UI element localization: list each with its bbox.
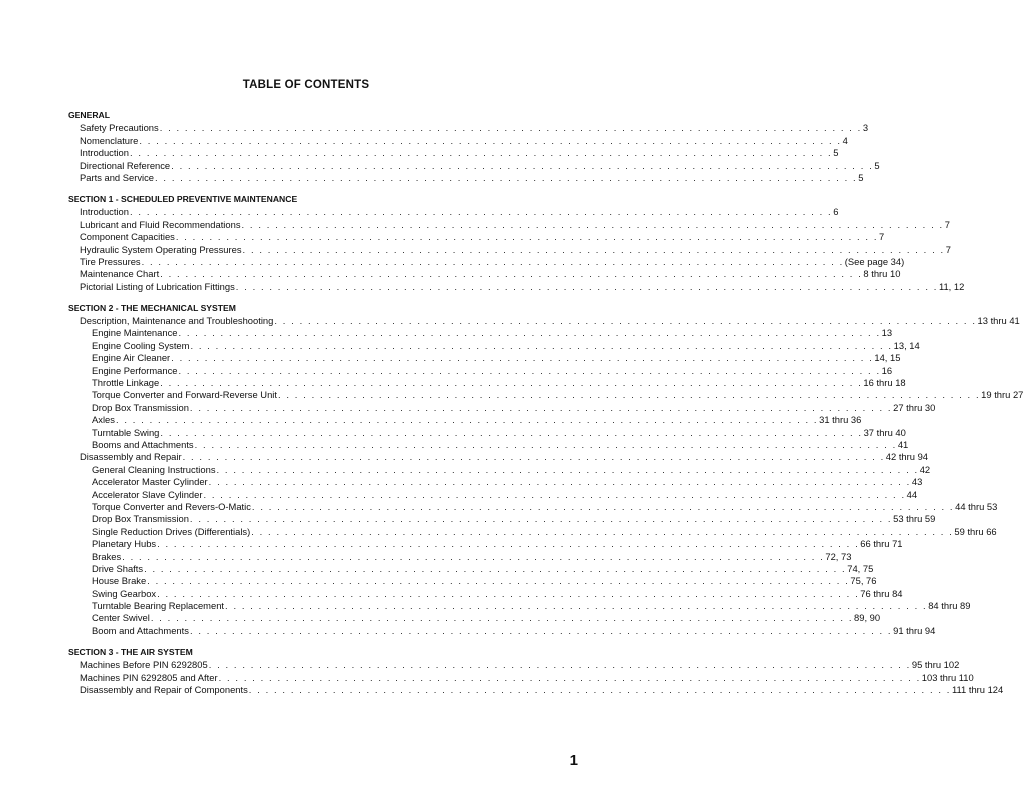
section-heading: GENERAL (68, 110, 111, 120)
toc-entry (68, 231, 885, 243)
section-heading: SECTION 3 - THE AIR SYSTEM (68, 646, 193, 657)
entry-label: Drop Box Transmission (92, 513, 189, 525)
toc-entry (68, 134, 848, 146)
dot-leader: . . . . . . . . . . . . . . . . . . . . . . . . . . . . . . . . . . . . . . . . . . . . . . . . . . . . . . . . . . . . . . . . . . . . . . . . . . . . . . . . . . . . (159, 122, 862, 134)
entry-label: Lubricant and Fluid Recommendations (80, 218, 241, 230)
toc-entry (68, 401, 936, 413)
entry-label: Nomenclature (80, 134, 139, 146)
entry-page: 44 thru 53 (955, 500, 998, 512)
dot-leader: . . . . . . . . . . . . . . . . . . . . . . . . . . . . . . . . . . . . . . . . . . . . . . . . . . . . . . . . . . . . . . . . . . . . . . . . . . . . . . . . . . . . (171, 159, 874, 171)
entry-page: 31 thru 36 (819, 414, 862, 426)
dot-leader: . . . . . . . . . . . . . . . . . . . . . . . . . . . . . . . . . . . . . . . . . . . . . . . . . . . . . . . . . . . . . . . . . . . . . . . . . . . . . . . . . . . . (251, 500, 955, 512)
entry-page: 13 thru 41 (977, 315, 1020, 327)
dot-leader: . . . . . . . . . . . . . . . . . . . . . . . . . . . . . . . . . . . . . . . . . . . . . . . . . . . . . . . . . . . . . . . . . . . . . . . . . . . . . . . . . . . . (208, 659, 911, 671)
entry-page: 16 (881, 364, 893, 376)
entry-page: 11, 12 (938, 280, 965, 292)
toc-entry (68, 538, 903, 550)
dot-leader: . . . . . . . . . . . . . . . . . . . . . . . . . . . . . . . . . . . . . . . . . . . . . . . . . . . . . . . . . . . . . . . . . . . . . . . . . . . . . . . . . . . . (248, 684, 951, 696)
entry-page: 5 (874, 159, 880, 171)
entry-label: Torque Converter and Revers-O-Matic (92, 500, 251, 512)
toc-body (68, 110, 1023, 706)
entry-page: 7 (945, 243, 951, 255)
entry-label: Tire Pressures (80, 255, 141, 267)
dot-leader: . . . . . . . . . . . . . . . . . . . . . . . . . . . . . . . . . . . . . . . . . . . . . . . . . . . . . . . . . . . . . . . . . . . . . . . . . . . . . . . . . . . . (155, 171, 858, 183)
toc-entry (68, 268, 901, 280)
toc-entry (68, 575, 877, 587)
entry-page: 53 thru 59 (893, 513, 936, 525)
toc-entry (68, 243, 951, 255)
page-number: 1 (569, 752, 578, 769)
entry-page: 37 thru 40 (863, 426, 906, 438)
entry-page: 4 (842, 134, 848, 146)
dot-leader: . . . . . . . . . . . . . . . . . . . . . . . . . . . . . . . . . . . . . . . . . . . . . . . . . . . . . . . . . . . . . . . . . . . . . . . . . . . . . . . . . . . . (150, 612, 854, 624)
entry-label: Maintenance Chart (80, 268, 160, 280)
toc-entry (68, 339, 920, 351)
entry-page: 7 (879, 231, 885, 243)
toc-entry (68, 122, 869, 134)
toc-entry (68, 562, 874, 574)
dot-leader: . . . . . . . . . . . . . . . . . . . . . . . . . . . . . . . . . . . . . . . . . . . . . . . . . . . . . . . . . . . . . . . . . . . . . . . . . . . . . . . . . . . . (144, 562, 847, 574)
entry-label: General Cleaning Instructions (92, 463, 216, 475)
entry-page: 7 (944, 218, 950, 230)
entry-page: 76 thru 84 (860, 587, 903, 599)
entry-label: Machines PIN 6292805 and After (80, 671, 218, 683)
entry-label: Engine Maintenance (92, 327, 178, 339)
dot-leader: . . . . . . . . . . . . . . . . . . . . . . . . . . . . . . . . . . . . . . . . . . . . . . . . . . . . . . . . . . . . . . . . . . . . . . . . . . . . . . . . . . . . (208, 476, 911, 488)
toc-entry (68, 587, 903, 599)
toc-entry (68, 488, 918, 500)
entry-label: Accelerator Master Cylinder (92, 476, 208, 488)
entry-label: Accelerator Slave Cylinder (92, 488, 203, 500)
dot-leader: . . . . . . . . . . . . . . . . . . . . . . . . . . . . . . . . . . . . . . . . . . . . . . . . . . . . . . . . . . . . . . . . . . . . . . . . . . . . . . . . . . . . (157, 538, 860, 550)
toc-entry (68, 550, 852, 562)
entry-label: Safety Precautions (80, 122, 159, 134)
entry-label: Planetary Hubs (92, 538, 157, 550)
toc-entry (68, 426, 906, 438)
dot-leader: . . . . . . . . . . . . . . . . . . . . . . . . . . . . . . . . . . . . . . . . . . . . . . . . . . . . . . . . . . . . . . . . . . . . . . . . . . . . . . . . . . . . (130, 206, 833, 218)
dot-leader: . . . . . . . . . . . . . . . . . . . . . . . . . . . . . . . . . . . . . . . . . . . . . . . . . . . . . . . . . . . . . . . . . . . . . . . . . . . . . . . . . . . . (157, 587, 860, 599)
dot-leader: . . . . . . . . . . . . . . . . . . . . . . . . . . . . . . . . . . . . . . . . . . . . . . . . . . . . . . . . . . . . . . . . . . . . . . . . . . . . . . . . . . . . (160, 377, 863, 389)
dot-leader: . . . . . . . . . . . . . . . . . . . . . . . . . . . . . . . . . . . . . . . . . . . . . . . . . . . . . . . . . . . . . . . . . . . . . . . . . . . . . . . . . . . . (175, 231, 879, 243)
entry-label: Disassembly and Repair (80, 451, 182, 463)
toc-entry (68, 280, 965, 292)
toc-entry (68, 364, 893, 376)
toc-entry (68, 414, 862, 426)
dot-leader: . . . . . . . . . . . . . . . . . . . . . . . . . . . . . . . . . . . . . . . . . . . . . . . . . . . . . . . . . . . . . . . . . . . . . . . . . . . . . . . . . . . . (194, 438, 897, 450)
dot-leader: . . . . . . . . . . . . . . . . . . . . . . . . . . . . . . . . . . . . . . . . . . . . . . . . . . . . . . . . . . . . . . . . . . . . . . . . . . . . . . . . . . . . (274, 315, 977, 327)
entry-page: 16 thru 18 (863, 377, 906, 389)
entry-label: Engine Cooling System (92, 339, 190, 351)
toc-entry (68, 624, 936, 636)
dot-leader: . . . . . . . . . . . . . . . . . . . . . . . . . . . . . . . . . . . . . . . . . . . . . . . . . . . . . . . . . . . . . . . . . . . . . . . . . . . . . . . . . . . . (277, 389, 981, 401)
dot-leader: . . . . . . . . . . . . . . . . . . . . . . . . . . . . . . . . . . . . . . . . . . . . . . . . . . . . . . . . . . . . . . . . . . . . . . . . . . . . . . . . . . . . (251, 525, 954, 537)
section-heading: SECTION 2 - THE MECHANICAL SYSTEM (68, 302, 236, 313)
entry-label: Introduction (80, 147, 129, 159)
toc-section (68, 646, 1004, 696)
dot-leader: . . . . . . . . . . . . . . . . . . . . . . . . . . . . . . . . . . . . . . . . . . . . . . . . . . . . . . . . . . . . . . . . . . . . . . . . . . . . . . . . . . . . (235, 280, 938, 292)
toc-entry (68, 612, 881, 624)
dot-leader: . . . . . . . . . . . . . . . . . . . . . . . . . . . . . . . . . . . . . . . . . . . . . . . . . . . . . . . . . . . . . . . . . . . . . . . . . . . . . . . . . . . . (139, 134, 842, 146)
entry-label: Engine Performance (92, 364, 178, 376)
toc-section (68, 302, 1023, 636)
entry-label: Pictorial Listing of Lubrication Fittings (80, 280, 235, 292)
toc-entry (68, 451, 929, 463)
entry-page: 42 (919, 463, 931, 475)
entry-page: (See page 34) (844, 255, 905, 267)
toc-entry (68, 206, 839, 218)
entry-page: 5 (858, 171, 864, 183)
toc-entry (68, 218, 950, 230)
entry-label: Drive Shafts (92, 562, 144, 574)
entry-label: Description, Maintenance and Troubleshooting (80, 315, 274, 327)
entry-page: 13, 14 (893, 339, 920, 351)
toc-entry (68, 171, 864, 183)
entry-label: Swing Gearbox (92, 587, 157, 599)
entry-label: Turntable Bearing Replacement (92, 600, 225, 612)
entry-page: 84 thru 89 (928, 600, 971, 612)
dot-leader: . . . . . . . . . . . . . . . . . . . . . . . . . . . . . . . . . . . . . . . . . . . . . . . . . . . . . . . . . . . . . . . . . . . . . . . . . . . . . . . . . . . . (189, 401, 893, 413)
entry-label: Machines Before PIN 6292805 (80, 659, 208, 671)
entry-page: 66 thru 71 (860, 538, 903, 550)
dot-leader: . . . . . . . . . . . . . . . . . . . . . . . . . . . . . . . . . . . . . . . . . . . . . . . . . . . . . . . . . . . . . . . . . . . . . . . . . . . . . . . . . . . . (141, 255, 844, 267)
entry-label: Booms and Attachments (92, 438, 194, 450)
dot-leader: . . . . . . . . . . . . . . . . . . . . . . . . . . . . . . . . . . . . . . . . . . . . . . . . . . . . . . . . . . . . . . . . . . . . . . . . . . . . . . . . . . . . (241, 218, 944, 230)
dot-leader: . . . . . . . . . . . . . . . . . . . . . . . . . . . . . . . . . . . . . . . . . . . . . . . . . . . . . . . . . . . . . . . . . . . . . . . . . . . . . . . . . . . . (190, 339, 893, 351)
entry-page: 74, 75 (847, 562, 874, 574)
entry-label: Drop Box Transmission (92, 401, 189, 413)
entry-label: Component Capacities (80, 231, 175, 243)
toc-entry (68, 525, 997, 537)
entry-label: Parts and Service (80, 171, 154, 183)
dot-leader: . . . . . . . . . . . . . . . . . . . . . . . . . . . . . . . . . . . . . . . . . . . . . . . . . . . . . . . . . . . . . . . . . . . . . . . . . . . . . . . . . . . . (178, 327, 881, 339)
dot-leader: . . . . . . . . . . . . . . . . . . . . . . . . . . . . . . . . . . . . . . . . . . . . . . . . . . . . . . . . . . . . . . . . . . . . . . . . . . . . . . . . . . . . (225, 600, 928, 612)
entry-label: Directional Reference (80, 159, 171, 171)
entry-page: 43 (911, 476, 923, 488)
entry-page: 95 thru 102 (911, 659, 960, 671)
toc-entry (68, 500, 998, 512)
entry-label: Brakes (92, 550, 122, 562)
dot-leader: . . . . . . . . . . . . . . . . . . . . . . . . . . . . . . . . . . . . . . . . . . . . . . . . . . . . . . . . . . . . . . . . . . . . . . . . . . . . . . . . . . . . (115, 414, 819, 426)
entry-label: Engine Air Cleaner (92, 352, 171, 364)
entry-page: 91 thru 94 (893, 624, 936, 636)
dot-leader: . . . . . . . . . . . . . . . . . . . . . . . . . . . . . . . . . . . . . . . . . . . . . . . . . . . . . . . . . . . . . . . . . . . . . . . . . . . . . . . . . . . . (216, 463, 919, 475)
toc-entry (68, 255, 905, 267)
section-heading: SECTION 1 - SCHEDULED PREVENTIVE MAINTENANCE (68, 193, 298, 204)
entry-label: Disassembly and Repair of Components (80, 684, 248, 696)
toc-entry (68, 352, 901, 364)
toc-entry (68, 659, 960, 671)
toc-section (68, 110, 880, 183)
entry-page: 14, 15 (874, 352, 901, 364)
dot-leader: . . . . . . . . . . . . . . . . . . . . . . . . . . . . . . . . . . . . . . . . . . . . . . . . . . . . . . . . . . . . . . . . . . . . . . . . . . . . . . . . . . . . (203, 488, 906, 500)
entry-label: Hydraulic System Operating Pressures (80, 243, 242, 255)
entry-page: 75, 76 (850, 575, 877, 587)
dot-leader: . . . . . . . . . . . . . . . . . . . . . . . . . . . . . . . . . . . . . . . . . . . . . . . . . . . . . . . . . . . . . . . . . . . . . . . . . . . . . . . . . . . . (171, 352, 874, 364)
entry-page: 8 thru 10 (863, 268, 901, 280)
toc-entry (68, 671, 974, 683)
entry-page: 13 (881, 327, 893, 339)
toc-entry (68, 159, 880, 171)
dot-leader: . . . . . . . . . . . . . . . . . . . . . . . . . . . . . . . . . . . . . . . . . . . . . . . . . . . . . . . . . . . . . . . . . . . . . . . . . . . . . . . . . . . . (242, 243, 945, 255)
toc-entry (68, 476, 923, 488)
entry-label: House Brake (92, 575, 147, 587)
entry-label: Axles (92, 414, 115, 426)
entry-label: Torque Converter and Forward-Reverse Unit (92, 389, 277, 401)
entry-page: 27 thru 30 (893, 401, 936, 413)
entry-page: 111 thru 124 (951, 684, 1004, 696)
toc-entry (68, 684, 1004, 696)
entry-page: 59 thru 66 (954, 525, 997, 537)
toc-section (68, 193, 965, 292)
toc-entry (68, 315, 1020, 327)
toc-entry (68, 463, 931, 475)
entry-page: 44 (906, 488, 918, 500)
entry-page: 42 thru 94 (885, 451, 929, 463)
dot-leader: . . . . . . . . . . . . . . . . . . . . . . . . . . . . . . . . . . . . . . . . . . . . . . . . . . . . . . . . . . . . . . . . . . . . . . . . . . . . . . . . . . . . (147, 575, 850, 587)
dot-leader: . . . . . . . . . . . . . . . . . . . . . . . . . . . . . . . . . . . . . . . . . . . . . . . . . . . . . . . . . . . . . . . . . . . . . . . . . . . . . . . . . . . . (189, 624, 893, 636)
dot-leader: . . . . . . . . . . . . . . . . . . . . . . . . . . . . . . . . . . . . . . . . . . . . . . . . . . . . . . . . . . . . . . . . . . . . . . . . . . . . . . . . . . . . (130, 147, 833, 159)
entry-page: 19 thru 27 (981, 389, 1023, 401)
entry-page: 41 (897, 438, 909, 450)
toc-entry (68, 377, 906, 389)
entry-page: 3 (862, 122, 869, 134)
toc-entry (68, 600, 971, 612)
dot-leader: . . . . . . . . . . . . . . . . . . . . . . . . . . . . . . . . . . . . . . . . . . . . . . . . . . . . . . . . . . . . . . . . . . . . . . . . . . . . . . . . . . . . (122, 550, 825, 562)
entry-label: Single Reduction Drives (Differentials) (92, 525, 251, 537)
toc-entry (68, 327, 893, 339)
dot-leader: . . . . . . . . . . . . . . . . . . . . . . . . . . . . . . . . . . . . . . . . . . . . . . . . . . . . . . . . . . . . . . . . . . . . . . . . . . . . . . . . . . . . (189, 513, 893, 525)
toc-entry (68, 513, 936, 525)
entry-label: Turntable Swing (92, 426, 160, 438)
toc-entry (68, 389, 1023, 401)
dot-leader: . . . . . . . . . . . . . . . . . . . . . . . . . . . . . . . . . . . . . . . . . . . . . . . . . . . . . . . . . . . . . . . . . . . . . . . . . . . . . . . . . . . . (160, 426, 863, 438)
entry-label: Introduction (80, 206, 129, 218)
dot-leader: . . . . . . . . . . . . . . . . . . . . . . . . . . . . . . . . . . . . . . . . . . . . . . . . . . . . . . . . . . . . . . . . . . . . . . . . . . . . . . . . . . . . (178, 364, 881, 376)
entry-label: Boom and Attachments (92, 624, 189, 636)
toc-entry (68, 147, 839, 159)
entry-label: Throttle Linkage (92, 377, 160, 389)
entry-page: 6 (833, 206, 839, 218)
dot-leader: . . . . . . . . . . . . . . . . . . . . . . . . . . . . . . . . . . . . . . . . . . . . . . . . . . . . . . . . . . . . . . . . . . . . . . . . . . . . . . . . . . . . (218, 671, 921, 683)
toc-title: TABLE OF CONTENTS (242, 79, 370, 91)
entry-page: 72, 73 (825, 550, 852, 562)
entry-page: 89, 90 (854, 612, 881, 624)
dot-leader: . . . . . . . . . . . . . . . . . . . . . . . . . . . . . . . . . . . . . . . . . . . . . . . . . . . . . . . . . . . . . . . . . . . . . . . . . . . . . . . . . . . . (182, 451, 885, 463)
toc-entry (68, 438, 909, 450)
dot-leader: . . . . . . . . . . . . . . . . . . . . . . . . . . . . . . . . . . . . . . . . . . . . . . . . . . . . . . . . . . . . . . . . . . . . . . . . . . . . . . . . . . . . (160, 268, 863, 280)
entry-page: 103 thru 110 (921, 671, 974, 683)
entry-page: 5 (833, 147, 839, 159)
entry-label: Center Swivel (92, 612, 150, 624)
